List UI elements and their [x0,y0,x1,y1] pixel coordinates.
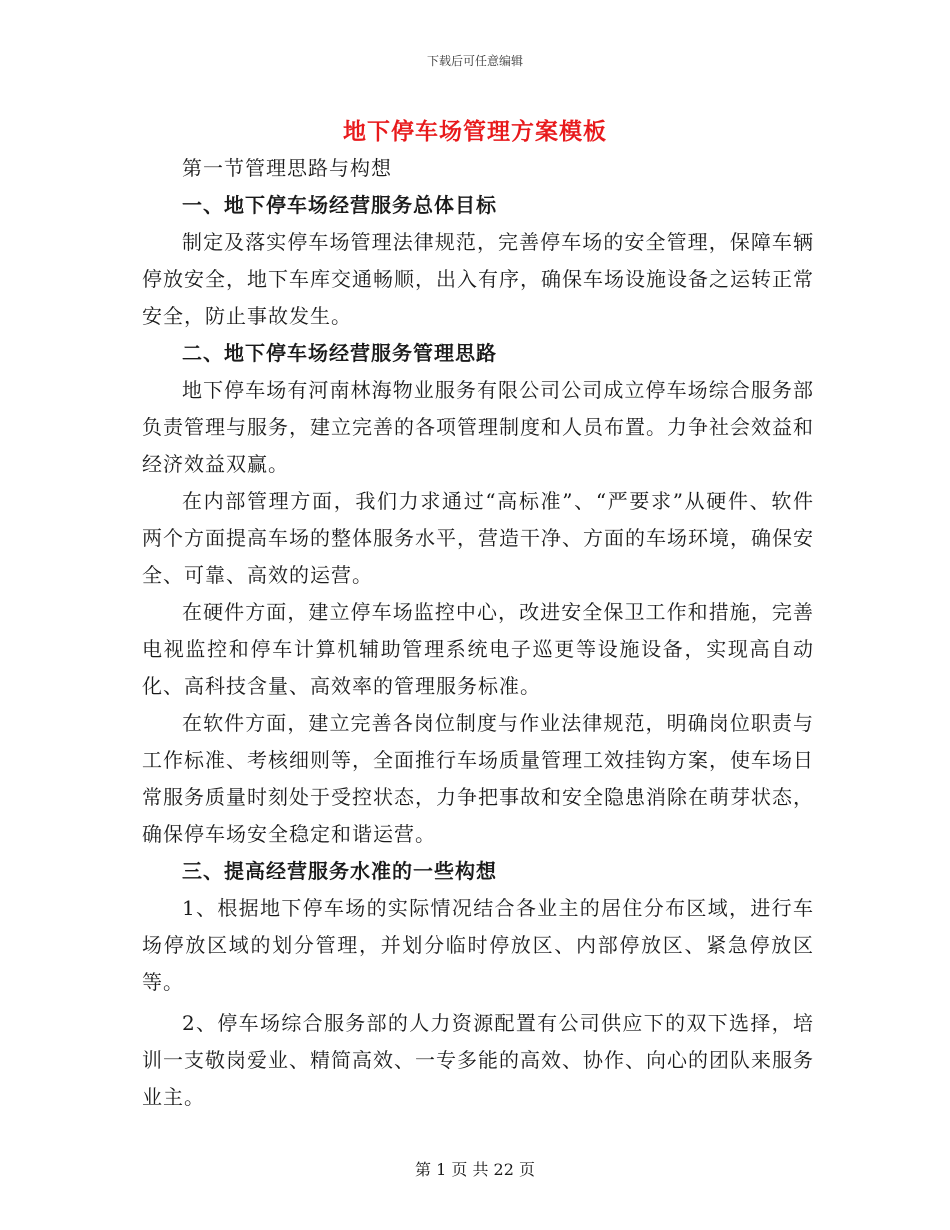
paragraph-idea-2: 2、停车场综合服务部的人力资源配置有公司供应下的双下选择，培训一支敬岗爱业、精简高效、一专多能的高效、协作、向心的团队来服务业主。 [142,1011,814,1109]
document-title: 地下停车场管理方案模板 [343,119,607,145]
paragraph-internal-management: 在内部管理方面，我们力求通过“高标准”、“严要求”从硬件、软件两个方面提高车场的整体服务水平，营造干净、方面的车场环境，确保安全、可靠、高效的运营。 [142,489,814,587]
page-header-note: 下载后可任意编辑 [426,54,523,68]
heading-overall-goal: 一、地下停车场经营服务总体目标 [182,193,497,217]
document-body [142,150,814,1116]
heading-service-ideas: 三、提高经营服务水准的一些构想 [182,859,497,883]
paragraph-software: 在软件方面，建立完善各岗位制度与作业法律规范，明确岗位职责与工作标准、考核细则等，全面推行车场质量管理工效挂钩方案，使车场日常服务质量时刻处于受控状态，力争把事故和安全隐患消除在萌芽状态，确保停车场安全稳定和谐运营。 [142,711,814,846]
heading-management-approach: 二、地下停车场经营服务管理思路 [182,341,497,365]
paragraph-goal: 制定及落实停车场管理法律规范，完善停车场的安全管理，保障车辆停放安全，地下车库交通畅顺，出入有序，确保车场设施设备之运转正常安全，防止事故发生。 [142,230,814,328]
paragraph-approach: 地下停车场有河南林海物业服务有限公司公司成立停车场综合服务部负责管理与服务，建立完善的各项管理制度和人员布置。力争社会效益和经济效益双赢。 [142,378,814,476]
paragraph-idea-1: 1、根据地下停车场的实际情况结合各业主的居住分布区域，进行车场停放区域的划分管理，并划分临时停放区、内部停放区、紧急停放区等。 [142,896,814,994]
paragraph-hardware: 在硬件方面，建立停车场监控中心，改进安全保卫工作和措施，完善电视监控和停车计算机辅助管理系统电子巡更等设施设备，实现高自动化、高科技含量、高效率的管理服务标准。 [142,600,814,698]
section-title: 第一节管理思路与构想 [182,156,392,180]
page-number-footer: 第 1 页 共 22 页 [415,1160,535,1179]
